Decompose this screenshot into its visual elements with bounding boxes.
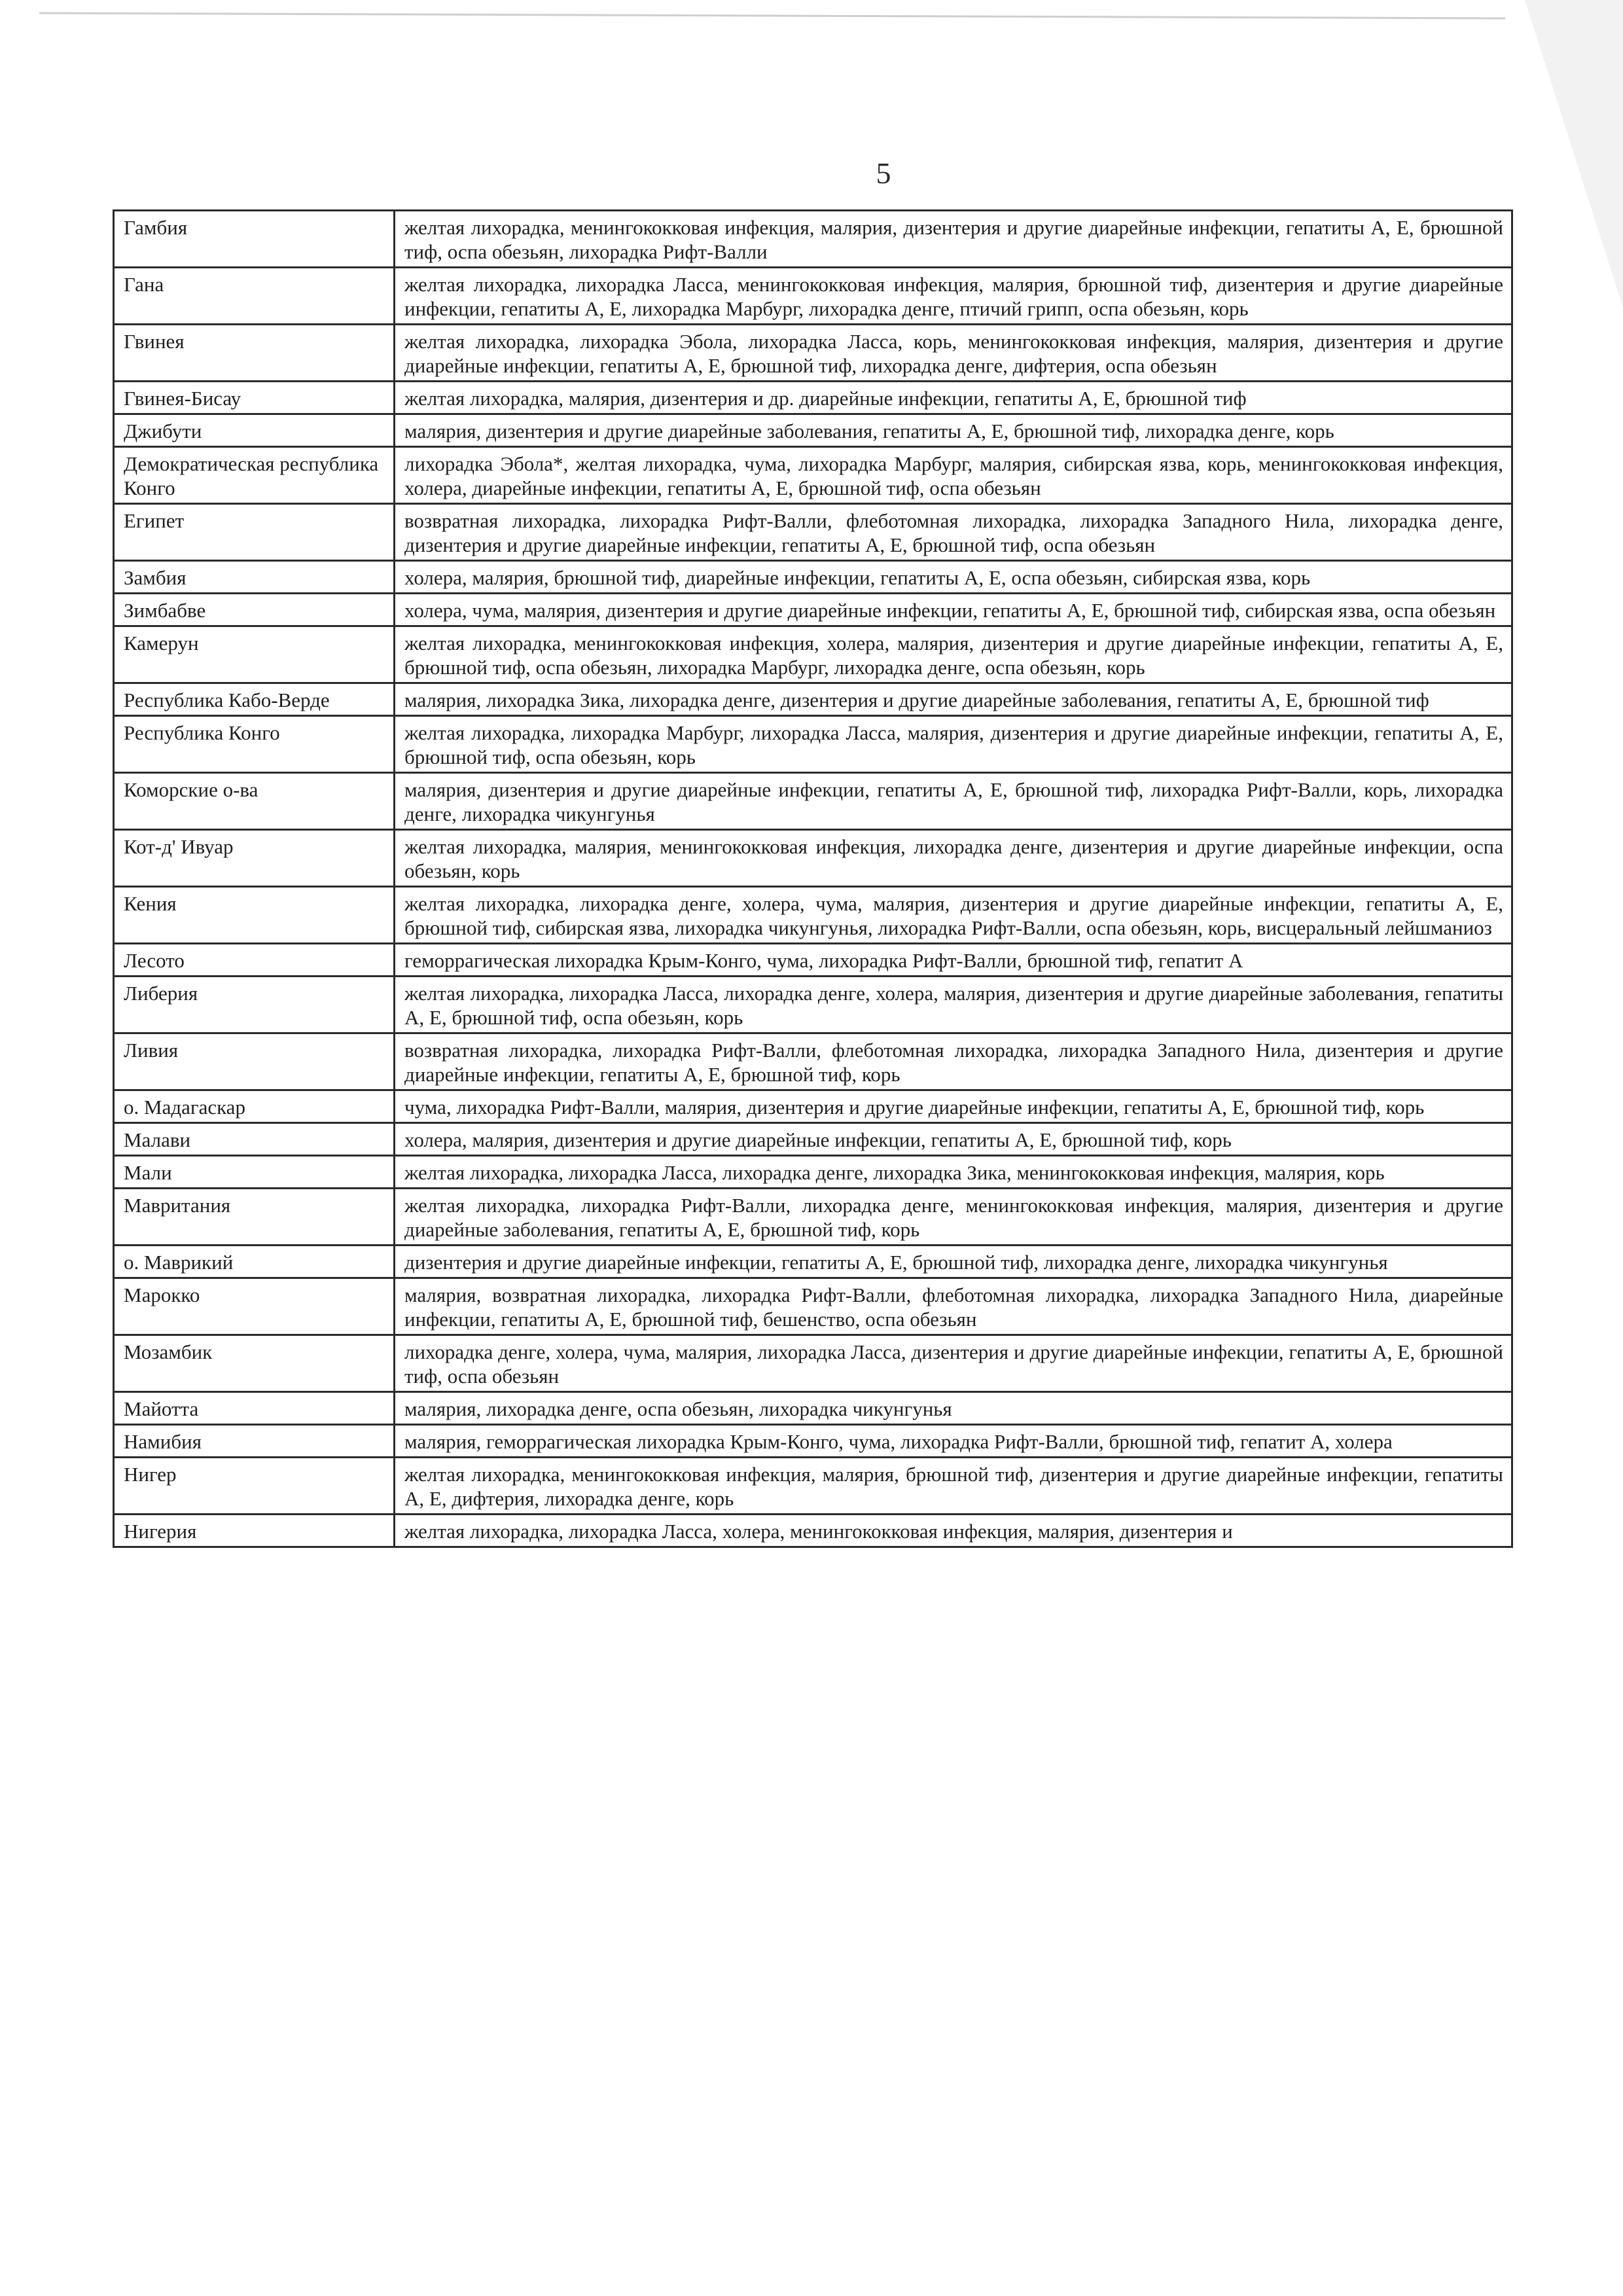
diseases-cell: холера, малярия, дизентерия и другие диарейные инфекции, гепатиты А, Е, брюшной тиф, корь bbox=[395, 1123, 1512, 1156]
table-row bbox=[114, 211, 1512, 268]
table-row bbox=[114, 1278, 1512, 1335]
diseases-cell: желтая лихорадка, менингококковая инфекция, малярия, дизентерия и другие диарейные инфекции, гепатиты А, Е, брюшной тиф, оспа обезьян, лихорадка Рифт-Валли bbox=[395, 211, 1512, 268]
country-cell: Майотта bbox=[114, 1392, 395, 1425]
country-cell: Ливия bbox=[114, 1033, 395, 1090]
diseases-cell: желтая лихорадка, малярия, дизентерия и др. диарейные инфекции, гепатиты А, Е, брюшной тиф bbox=[395, 382, 1512, 414]
diseases-cell: желтая лихорадка, лихорадка Ласса, лихорадка денге, холера, малярия, дизентерия и другие диарейные заболевания, гепатиты А, Е, брюшной тиф, оспа обезьян, корь bbox=[395, 977, 1512, 1033]
table-row bbox=[114, 1458, 1512, 1515]
country-cell: Мали bbox=[114, 1156, 395, 1189]
diseases-cell: малярия, дизентерия и другие диарейные инфекции, гепатиты А, Е, брюшной тиф, лихорадка Рифт-Валли, корь, лихорадка денге, лихорадка чикунгунья bbox=[395, 773, 1512, 830]
diseases-cell: желтая лихорадка, менингококковая инфекция, малярия, брюшной тиф, дизентерия и другие диарейные инфекции, гепатиты А, Е, дифтерия, лихорадка денге, корь bbox=[395, 1458, 1512, 1515]
diseases-cell: геморрагическая лихорадка Крым-Конго, чума, лихорадка Рифт-Валли, брюшной тиф, гепатит А bbox=[395, 944, 1512, 977]
country-cell: о. Мадагаскар bbox=[114, 1090, 395, 1123]
table-row bbox=[114, 773, 1512, 830]
country-cell: Гвинея bbox=[114, 325, 395, 382]
diseases-cell: холера, чума, малярия, дизентерия и другие диарейные инфекции, гепатиты А, Е, брюшной тиф, сибирская язва, оспа обезьян bbox=[395, 594, 1512, 626]
diseases-cell: желтая лихорадка, лихорадка денге, холера, чума, малярия, дизентерия и другие диарейные инфекции, гепатиты А, Е, брюшной тиф, сибирская язва, лихорадка чикунгунья, лихорадка Рифт-Валли, оспа обезьян, корь, висцеральный лейшманиоз bbox=[395, 887, 1512, 944]
diseases-cell: малярия, геморрагическая лихорадка Крым-Конго, чума, лихорадка Рифт-Валли, брюшной тиф, гепатит А, холера bbox=[395, 1425, 1512, 1458]
diseases-cell: малярия, дизентерия и другие диарейные заболевания, гепатиты А, Е, брюшной тиф, лихорадка денге, корь bbox=[395, 414, 1512, 447]
diseases-cell: желтая лихорадка, лихорадка Эбола, лихорадка Ласса, корь, менингококковая инфекция, малярия, дизентерия и другие диарейные инфекции, гепатиты А, Е, брюшной тиф, лихорадка денге, дифтерия, оспа обезьян bbox=[395, 325, 1512, 382]
table-row bbox=[114, 382, 1512, 414]
country-cell: Лесото bbox=[114, 944, 395, 977]
table-row bbox=[114, 414, 1512, 447]
country-cell: Гвинея-Бисау bbox=[114, 382, 395, 414]
diseases-cell: желтая лихорадка, лихорадка Ласса, холера, менингококковая инфекция, малярия, дизентерия и bbox=[395, 1515, 1512, 1547]
page-number: 5 bbox=[876, 156, 891, 190]
country-cell: Марокко bbox=[114, 1278, 395, 1335]
table-row bbox=[114, 594, 1512, 626]
disease-table bbox=[113, 209, 1513, 1548]
table-row bbox=[114, 325, 1512, 382]
country-cell: Малави bbox=[114, 1123, 395, 1156]
table-row bbox=[114, 504, 1512, 561]
diseases-cell: малярия, лихорадка Зика, лихорадка денге, дизентерия и другие диарейные заболевания, гепатиты А, Е, брюшной тиф bbox=[395, 683, 1512, 716]
table-row bbox=[114, 447, 1512, 504]
diseases-cell: малярия, возвратная лихорадка, лихорадка Рифт-Валли, флеботомная лихорадка, лихорадка Западного Нила, диарейные инфекции, гепатиты А, Е, брюшной тиф, бешенство, оспа обезьян bbox=[395, 1278, 1512, 1335]
country-cell: Мавритания bbox=[114, 1189, 395, 1246]
country-cell: Нигерия bbox=[114, 1515, 395, 1547]
table-row bbox=[114, 561, 1512, 594]
country-cell: Египет bbox=[114, 504, 395, 561]
diseases-cell: желтая лихорадка, лихорадка Ласса, лихорадка денге, лихорадка Зика, менингококковая инфекция, малярия, корь bbox=[395, 1156, 1512, 1189]
table-row bbox=[114, 1425, 1512, 1458]
country-cell: Намибия bbox=[114, 1425, 395, 1458]
country-cell: Зимбабве bbox=[114, 594, 395, 626]
country-cell: Замбия bbox=[114, 561, 395, 594]
diseases-cell: лихорадка Эбола*, желтая лихорадка, чума, лихорадка Марбург, малярия, сибирская язва, корь, менингококковая инфекция, холера, диарейные инфекции, гепатиты А, Е, брюшной тиф, оспа обезьян bbox=[395, 447, 1512, 504]
table-row bbox=[114, 1515, 1512, 1547]
table-row bbox=[114, 1335, 1512, 1392]
table-row bbox=[114, 1189, 1512, 1246]
table-row bbox=[114, 1246, 1512, 1278]
country-cell: Камерун bbox=[114, 626, 395, 683]
table-row bbox=[114, 1392, 1512, 1425]
table-row bbox=[114, 977, 1512, 1033]
country-cell: Демократическая республика Конго bbox=[114, 447, 395, 504]
diseases-cell: желтая лихорадка, лихорадка Марбург, лихорадка Ласса, малярия, дизентерия и другие диарейные инфекции, гепатиты А, Е, брюшной тиф, оспа обезьян, корь bbox=[395, 716, 1512, 773]
disease-table-body bbox=[114, 211, 1512, 1547]
table-row bbox=[114, 716, 1512, 773]
table-row bbox=[114, 626, 1512, 683]
diseases-cell: холера, малярия, брюшной тиф, диарейные инфекции, гепатиты А, Е, оспа обезьян, сибирская язва, корь bbox=[395, 561, 1512, 594]
diseases-cell: малярия, лихорадка денге, оспа обезьян, лихорадка чикунгунья bbox=[395, 1392, 1512, 1425]
table-row bbox=[114, 683, 1512, 716]
table-row bbox=[114, 887, 1512, 944]
diseases-cell: чума, лихорадка Рифт-Валли, малярия, дизентерия и другие диарейные инфекции, гепатиты А, Е, брюшной тиф, корь bbox=[395, 1090, 1512, 1123]
diseases-cell: желтая лихорадка, лихорадка Ласса, менингококковая инфекция, малярия, брюшной тиф, дизентерия и другие диарейные инфекции, гепатиты А, Е, лихорадка Марбург, лихорадка денге, птичий грипп, оспа обезьян, корь bbox=[395, 268, 1512, 325]
diseases-cell: возвратная лихорадка, лихорадка Рифт-Валли, флеботомная лихорадка, лихорадка Западного Нила, дизентерия и другие диарейные инфекции, гепатиты А, Е, брюшной тиф, корь bbox=[395, 1033, 1512, 1090]
country-cell: Либерия bbox=[114, 977, 395, 1033]
country-cell: Кот-д' Ивуар bbox=[114, 830, 395, 887]
country-cell: Мозамбик bbox=[114, 1335, 395, 1392]
country-cell: Джибути bbox=[114, 414, 395, 447]
country-cell: Республика Конго bbox=[114, 716, 395, 773]
diseases-cell: желтая лихорадка, малярия, менингококковая инфекция, лихорадка денге, дизентерия и другие диарейные инфекции, оспа обезьян, корь bbox=[395, 830, 1512, 887]
table-row bbox=[114, 1123, 1512, 1156]
country-cell: Коморские о-ва bbox=[114, 773, 395, 830]
table-row bbox=[114, 1156, 1512, 1189]
table-row bbox=[114, 1033, 1512, 1090]
table-row bbox=[114, 944, 1512, 977]
diseases-cell: желтая лихорадка, менингококковая инфекция, холера, малярия, дизентерия и другие диарейные инфекции, гепатиты А, Е, брюшной тиф, оспа обезьян, лихорадка Марбург, лихорадка денге, оспа обезьян, корь bbox=[395, 626, 1512, 683]
diseases-cell: лихорадка денге, холера, чума, малярия, лихорадка Ласса, дизентерия и другие диарейные инфекции, гепатиты А, Е, брюшной тиф, оспа обезьян bbox=[395, 1335, 1512, 1392]
country-cell: о. Маврикий bbox=[114, 1246, 395, 1278]
country-cell: Республика Кабо-Верде bbox=[114, 683, 395, 716]
table-row bbox=[114, 830, 1512, 887]
diseases-cell: дизентерия и другие диарейные инфекции, гепатиты А, Е, брюшной тиф, лихорадка денге, лихорадка чикунгунья bbox=[395, 1246, 1512, 1278]
table-row bbox=[114, 268, 1512, 325]
country-cell: Нигер bbox=[114, 1458, 395, 1515]
country-cell: Гамбия bbox=[114, 211, 395, 268]
table-row bbox=[114, 1090, 1512, 1123]
diseases-cell: желтая лихорадка, лихорадка Рифт-Валли, лихорадка денге, менингококковая инфекция, малярия, дизентерия и другие диарейные заболевания, гепатиты А, Е, брюшной тиф, корь bbox=[395, 1189, 1512, 1246]
country-cell: Кения bbox=[114, 887, 395, 944]
country-cell: Гана bbox=[114, 268, 395, 325]
diseases-cell: возвратная лихорадка, лихорадка Рифт-Валли, флеботомная лихорадка, лихорадка Западного Нила, лихорадка денге, дизентерия и другие диарейные инфекции, гепатиты А, Е, брюшной тиф, оспа обезьян bbox=[395, 504, 1512, 561]
